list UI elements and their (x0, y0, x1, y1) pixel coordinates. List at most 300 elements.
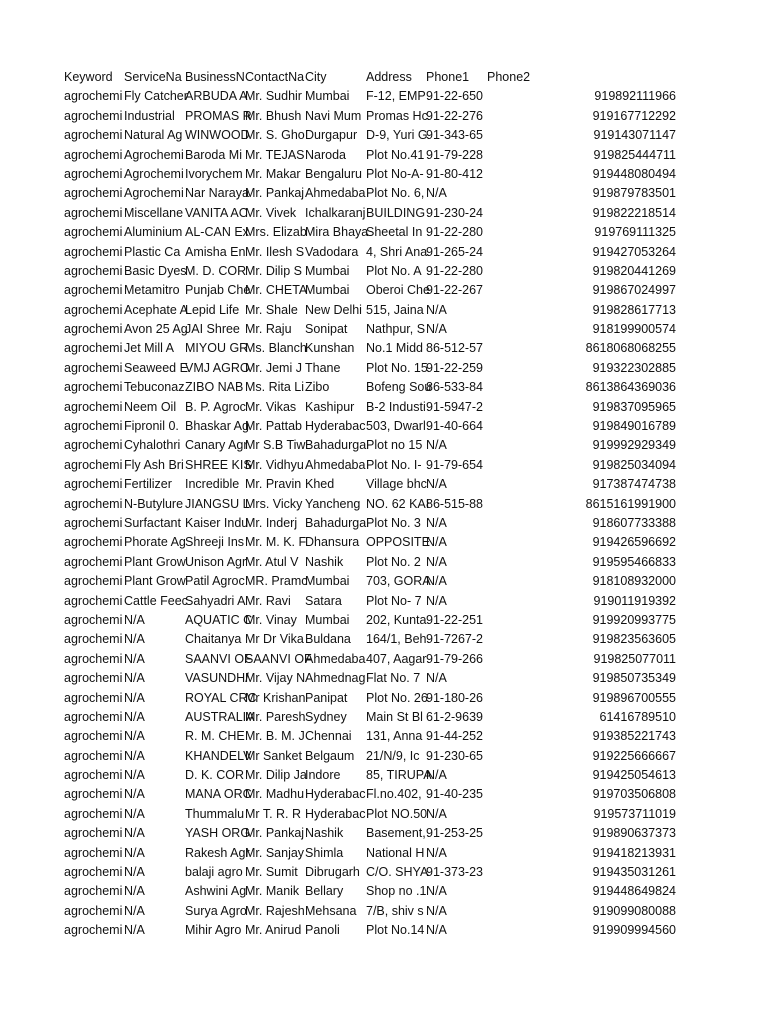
contact-name-cell: Mr. Dilip Ja (245, 768, 307, 783)
table-row (0, 630, 768, 649)
address-cell: 131, Anna (366, 729, 423, 744)
table-row (0, 398, 768, 417)
city-cell: Ahmednag (305, 671, 366, 686)
keyword-cell: agrochemi (64, 283, 123, 298)
mobile-cell: 919867024997 (592, 283, 676, 298)
contact-name-cell: Mr Sanket (245, 748, 302, 763)
mobile-cell: 919143071147 (593, 128, 676, 143)
table-row (0, 669, 768, 688)
city-cell: Naroda (305, 147, 346, 162)
business-name-cell: MANA ORC (185, 787, 252, 802)
table-row (0, 882, 768, 901)
mobile-cell: 919418213931 (592, 845, 676, 860)
address-cell: 21/N/9, Ic (366, 748, 420, 763)
contact-name-cell: Mr. Atul V (245, 554, 299, 569)
service-name-cell: N/A (124, 612, 145, 627)
service-name-cell: N/A (124, 709, 145, 724)
table-row (0, 514, 768, 533)
city-cell: Yancheng (305, 496, 361, 511)
keyword-cell: agrochemi (64, 244, 123, 259)
business-name-cell: Unison Agr (185, 554, 247, 569)
table-row (0, 146, 768, 165)
table-row (0, 417, 768, 436)
business-name-cell: AQUATIC C (185, 612, 253, 627)
city-cell: Ahmedaba (305, 186, 366, 201)
phone1-cell: N/A (426, 845, 447, 860)
business-name-cell: Ivorychem (185, 166, 243, 181)
city-cell: Mumbai (305, 574, 350, 589)
contact-name-cell: Mr. B. M. J (245, 729, 305, 744)
city-cell: Panoli (305, 923, 340, 938)
column-header: Phone2 (487, 70, 531, 84)
phone1-cell: N/A (426, 554, 447, 569)
business-name-cell: Ashwini Ag (185, 884, 247, 899)
city-cell: Khed (305, 477, 335, 492)
address-cell: C/O. SHYA (366, 865, 429, 880)
spreadsheet-table (0, 68, 768, 941)
service-name-cell: N/A (124, 923, 145, 938)
mobile-cell: 919879783501 (592, 186, 676, 201)
mobile-cell: 919099080088 (592, 903, 676, 918)
service-name-cell: Fipronil 0. (124, 419, 179, 434)
contact-name-cell: Mr. Rajesh (245, 903, 305, 918)
column-header: City (305, 70, 327, 84)
table-row (0, 339, 768, 358)
city-cell: Mehsana (305, 903, 357, 918)
contact-name-cell: Mr T. R. R (245, 806, 302, 821)
address-cell: Plot No. 6, (366, 186, 425, 201)
service-name-cell: N/A (124, 651, 145, 666)
contact-name-cell: Mr Dr Vika (245, 632, 304, 647)
contact-name-cell: MR. Pramc (245, 574, 308, 589)
keyword-cell: agrochemi (64, 923, 123, 938)
city-cell: Buldana (305, 632, 351, 647)
business-name-cell: YASH ORG (185, 826, 251, 841)
mobile-cell: 919823563605 (592, 632, 676, 647)
keyword-cell: agrochemi (64, 225, 123, 240)
mobile-cell: 919011919392 (593, 593, 676, 608)
contact-name-cell: Mr. Vinay (245, 612, 297, 627)
service-name-cell: Metamitro (124, 283, 180, 298)
address-cell: 503, Dwarl (366, 419, 426, 434)
contact-name-cell: Mrs. Elizab (245, 225, 307, 240)
business-name-cell: ROYAL CRC (185, 690, 257, 705)
keyword-cell: agrochemi (64, 593, 123, 608)
phone1-cell: 91-22-650 (426, 89, 483, 104)
table-row (0, 572, 768, 591)
mobile-cell: 919896700555 (592, 690, 676, 705)
business-name-cell: Baroda Mi (185, 147, 242, 162)
phone1-cell: 91-80-412 (426, 166, 483, 181)
city-cell: Zibo (305, 380, 330, 395)
table-row (0, 456, 768, 475)
table-row (0, 902, 768, 921)
mobile-cell: 919703506808 (592, 787, 676, 802)
service-name-cell: N/A (124, 884, 145, 899)
business-name-cell: ZIBO NAB (185, 380, 244, 395)
keyword-cell: agrochemi (64, 108, 123, 123)
mobile-cell: 918108932000 (592, 574, 676, 589)
contact-name-cell: Ms. Blanch (245, 341, 307, 356)
table-row (0, 747, 768, 766)
phone1-cell: 91-79-228 (426, 147, 483, 162)
contact-name-cell: Mr. TEJAS (245, 147, 305, 162)
service-name-cell: N/A (124, 845, 145, 860)
mobile-cell: 8613864369036 (585, 380, 676, 395)
service-name-cell: Tebuconaz (124, 380, 185, 395)
contact-name-cell: SAANVI OF (245, 651, 312, 666)
phone1-cell: N/A (426, 302, 447, 317)
keyword-cell: agrochemi (64, 128, 123, 143)
address-cell: Plot No. A (366, 263, 422, 278)
address-cell: 85, TIRUPA (366, 768, 432, 783)
table-row (0, 184, 768, 203)
address-cell: Nathpur, S (366, 322, 426, 337)
phone1-cell: N/A (426, 477, 447, 492)
phone1-cell: 91-7267-2 (426, 632, 483, 647)
keyword-cell: agrochemi (64, 477, 123, 492)
mobile-cell: 919825077011 (593, 651, 676, 666)
service-name-cell: Plant Grow (124, 554, 186, 569)
address-cell: Village bhc (366, 477, 427, 492)
keyword-cell: agrochemi (64, 457, 123, 472)
phone1-cell: N/A (426, 923, 447, 938)
column-header: Phone1 (426, 70, 470, 84)
address-cell: 7/B, shiv s (366, 903, 424, 918)
city-cell: Sonipat (305, 322, 348, 337)
keyword-cell: agrochemi (64, 690, 123, 705)
contact-name-cell: Ms. Rita Li (245, 380, 305, 395)
table-row (0, 301, 768, 320)
business-name-cell: JAI Shree (185, 322, 240, 337)
mobile-cell: 919992929349 (592, 438, 676, 453)
mobile-cell: 919167712292 (592, 108, 676, 123)
phone1-cell: N/A (426, 438, 447, 453)
business-name-cell: AL-CAN Ex (185, 225, 249, 240)
contact-name-cell: Mr. Vijay N (245, 671, 306, 686)
address-cell: OPPOSITE (366, 535, 430, 550)
business-name-cell: balaji agro (185, 865, 243, 880)
service-name-cell: N/A (124, 690, 145, 705)
business-name-cell: VASUNDH/ (185, 671, 249, 686)
table-row (0, 553, 768, 572)
keyword-cell: agrochemi (64, 166, 123, 181)
city-cell: Mumbai (305, 612, 350, 627)
keyword-cell: agrochemi (64, 748, 123, 763)
business-name-cell: Sahyadri A (185, 593, 246, 608)
keyword-cell: agrochemi (64, 651, 123, 666)
city-cell: Bellary (305, 884, 344, 899)
keyword-cell: agrochemi (64, 186, 123, 201)
city-cell: Chennai (305, 729, 352, 744)
contact-name-cell: Mr. S. Gho (245, 128, 305, 143)
keyword-cell: agrochemi (64, 806, 123, 821)
phone1-cell: 91-22-276 (426, 108, 483, 123)
table-row (0, 727, 768, 746)
contact-name-cell: Mr. Pankaj (245, 186, 305, 201)
address-cell: 202, Kunta (366, 612, 427, 627)
service-name-cell: Avon 25 Ag (124, 322, 188, 337)
keyword-cell: agrochemi (64, 845, 123, 860)
mobile-cell: 919828617713 (592, 302, 676, 317)
service-name-cell: Jet Mill A (124, 341, 175, 356)
service-name-cell: Fly Catcher (124, 89, 188, 104)
business-name-cell: Incredible (185, 477, 240, 492)
keyword-cell: agrochemi (64, 709, 123, 724)
keyword-cell: agrochemi (64, 826, 123, 841)
table-row (0, 262, 768, 281)
address-cell: 703, GORA (366, 574, 431, 589)
address-cell: Plot No.14 (366, 923, 425, 938)
mobile-cell: 919849016789 (592, 419, 676, 434)
phone1-cell: 91-22-280 (426, 225, 483, 240)
phone1-cell: 91-343-65 (426, 128, 483, 143)
business-name-cell: M. D. COR (185, 263, 247, 278)
city-cell: Dibrugarh (305, 865, 360, 880)
address-cell: Plot No. 3 (366, 515, 421, 530)
business-name-cell: VANITA AC (185, 205, 248, 220)
keyword-cell: agrochemi (64, 263, 123, 278)
table-row (0, 766, 768, 785)
address-cell: F-12, EMP (366, 89, 426, 104)
table-row (0, 650, 768, 669)
mobile-cell: 919435031261 (592, 865, 676, 880)
contact-name-cell: Mr. Sanjay (245, 845, 305, 860)
mobile-cell: 919850735349 (592, 671, 676, 686)
keyword-cell: agrochemi (64, 729, 123, 744)
service-name-cell: Phorate Ag (124, 535, 186, 550)
table-row (0, 204, 768, 223)
city-cell: Hyderabac (305, 419, 366, 434)
business-name-cell: JIANGSU L (185, 496, 250, 511)
address-cell: Plot no 15 (366, 438, 423, 453)
table-row (0, 533, 768, 552)
address-cell: Sheetal In (366, 225, 423, 240)
city-cell: Bahadurga (305, 438, 367, 453)
mobile-cell: 919920993775 (592, 612, 676, 627)
city-cell: Dhansura (305, 535, 360, 550)
service-name-cell: Acephate A (124, 302, 188, 317)
address-cell: Plot NO.50 (366, 806, 428, 821)
city-cell: Vadodara (305, 244, 359, 259)
keyword-cell: agrochemi (64, 632, 123, 647)
business-name-cell: Nar Naraya (185, 186, 249, 201)
address-cell: 4, Shri Ana (366, 244, 428, 259)
phone1-cell: N/A (426, 593, 447, 608)
contact-name-cell: Mr. CHETA (245, 283, 308, 298)
phone1-cell: 91-79-654 (426, 457, 483, 472)
mobile-cell: 919448080494 (592, 166, 676, 181)
phone1-cell: 86-533-84 (426, 380, 483, 395)
contact-name-cell: Mr. Shale (245, 302, 298, 317)
keyword-cell: agrochemi (64, 341, 123, 356)
contact-name-cell: Mr. Ravi (245, 593, 291, 608)
city-cell: Navi Mum (305, 108, 362, 123)
mobile-cell: 918199900574 (592, 322, 676, 337)
table-row (0, 495, 768, 514)
mobile-cell: 919448649824 (592, 884, 676, 899)
table-row (0, 378, 768, 397)
service-name-cell: Agrochemi (124, 166, 184, 181)
service-name-cell: Seaweed E (124, 360, 188, 375)
mobile-cell: 919427053264 (592, 244, 676, 259)
table-row (0, 436, 768, 455)
phone1-cell: 91-5947-2 (426, 399, 483, 414)
city-cell: Kunshan (305, 341, 355, 356)
contact-name-cell: Mr. Manik (245, 884, 300, 899)
mobile-cell: 919426596692 (592, 535, 676, 550)
address-cell: NO. 62 KAI (366, 496, 430, 511)
mobile-cell: 919425054613 (592, 768, 676, 783)
table-row (0, 592, 768, 611)
contact-name-cell: Mr. Ilesh S (245, 244, 305, 259)
service-name-cell: Miscellane (124, 205, 184, 220)
business-name-cell: SHREE KIS (185, 457, 252, 472)
phone1-cell: 86-515-88 (426, 496, 483, 511)
phone1-cell: 91-79-266 (426, 651, 483, 666)
keyword-cell: agrochemi (64, 554, 123, 569)
phone1-cell: 91-265-24 (426, 244, 483, 259)
keyword-cell: agrochemi (64, 612, 123, 627)
city-cell: Belgaum (305, 748, 355, 763)
contact-name-cell: Mr Krishan (245, 690, 306, 705)
service-name-cell: Surfactant (124, 515, 181, 530)
column-header: ContactNa (245, 70, 305, 84)
phone1-cell: N/A (426, 903, 447, 918)
mobile-cell: 919385221743 (592, 729, 676, 744)
city-cell: Mumbai (305, 263, 350, 278)
keyword-cell: agrochemi (64, 438, 123, 453)
service-name-cell: N/A (124, 748, 145, 763)
address-cell: Plot No- 7 (366, 593, 422, 608)
business-name-cell: Punjab Che (185, 283, 251, 298)
keyword-cell: agrochemi (64, 515, 123, 530)
service-name-cell: Plant Grow (124, 574, 186, 589)
contact-name-cell: Mr. Pattab (245, 419, 302, 434)
address-cell: 515, Jaina (366, 302, 424, 317)
contact-name-cell: Mr. M. K. F (245, 535, 307, 550)
city-cell: Bengaluru (305, 166, 362, 181)
address-cell: Plot No.41 (366, 147, 425, 162)
phone1-cell: N/A (426, 884, 447, 899)
business-name-cell: AUSTRALIA (185, 709, 255, 724)
phone1-cell: N/A (426, 768, 447, 783)
business-name-cell: ARBUDA A (185, 89, 248, 104)
service-name-cell: Natural Ag (124, 128, 183, 143)
address-cell: Plot No. I- (366, 457, 422, 472)
phone1-cell: 91-230-24 (426, 205, 483, 220)
phone1-cell: N/A (426, 186, 447, 201)
keyword-cell: agrochemi (64, 89, 123, 104)
phone1-cell: 91-22-267 (426, 283, 483, 298)
contact-name-cell: Mr. Dilip S (245, 263, 302, 278)
address-cell: Flat No. 7 (366, 671, 421, 686)
table-row (0, 689, 768, 708)
phone1-cell: 91-230-65 (426, 748, 483, 763)
business-name-cell: R. M. CHE (185, 729, 245, 744)
keyword-cell: agrochemi (64, 496, 123, 511)
city-cell: Kashipur (305, 399, 355, 414)
contact-name-cell: Mr. Sumit (245, 865, 298, 880)
business-name-cell: VMJ AGRO (185, 360, 250, 375)
service-name-cell: Agrochemi (124, 186, 184, 201)
mobile-cell: 8618068068255 (585, 341, 676, 356)
table-row (0, 863, 768, 882)
business-name-cell: Chaitanya (185, 632, 242, 647)
table-row (0, 921, 768, 940)
city-cell: Sydney (305, 709, 347, 724)
column-header: Address (366, 70, 412, 84)
mobile-cell: 919892111966 (594, 89, 676, 104)
phone1-cell: N/A (426, 322, 447, 337)
keyword-cell: agrochemi (64, 322, 123, 337)
service-name-cell: N/A (124, 903, 145, 918)
header-row (0, 68, 768, 87)
contact-name-cell: Mr. Jemi J (245, 360, 302, 375)
address-cell: Plot No. 15 (366, 360, 428, 375)
address-cell: Plot No. 26 (366, 690, 428, 705)
address-cell: Main St Bl (366, 709, 423, 724)
city-cell: Mumbai (305, 89, 350, 104)
address-cell: No.1 Midd (366, 341, 423, 356)
address-cell: Bofeng Sou (366, 380, 432, 395)
contact-name-cell: Mr. Vidhyu (245, 457, 304, 472)
mobile-cell: 919820441269 (592, 263, 676, 278)
table-row (0, 611, 768, 630)
table-row (0, 708, 768, 727)
service-name-cell: Fly Ash Bri (124, 457, 184, 472)
address-cell: Shop no .1 (366, 884, 427, 899)
service-name-cell: Aluminium (124, 225, 183, 240)
contact-name-cell: Mr. Vivek (245, 205, 297, 220)
business-name-cell: D. K. COR (185, 768, 245, 783)
city-cell: Ahmedaba (305, 651, 366, 666)
service-name-cell: Fertilizer (124, 477, 172, 492)
phone1-cell: 61-2-9639 (426, 709, 483, 724)
contact-name-cell: Mr. Pankaj (245, 826, 305, 841)
mobile-cell: 917387474738 (592, 477, 676, 492)
phone1-cell: N/A (426, 671, 447, 686)
contact-name-cell: Mr. Vikas (245, 399, 297, 414)
address-cell: B-2 Industi (366, 399, 426, 414)
contact-name-cell: Mr. Sudhir (245, 89, 302, 104)
phone1-cell: 91-373-23 (426, 865, 483, 880)
business-name-cell: Mihir Agro (185, 923, 242, 938)
column-header: Keyword (64, 70, 113, 84)
mobile-cell: 919573711019 (593, 806, 676, 821)
service-name-cell: N/A (124, 729, 145, 744)
service-name-cell: N/A (124, 865, 145, 880)
business-name-cell: SAANVI OF (185, 651, 252, 666)
phone1-cell: 86-512-57 (426, 341, 483, 356)
address-cell: Oberoi Che (366, 283, 430, 298)
address-cell: Plot No. 2 (366, 554, 421, 569)
business-name-cell: B. P. Agroc (185, 399, 246, 414)
keyword-cell: agrochemi (64, 419, 123, 434)
address-cell: Promas Hc (366, 108, 428, 123)
service-name-cell: Industrial (124, 108, 175, 123)
phone1-cell: 91-40-235 (426, 787, 483, 802)
keyword-cell: agrochemi (64, 147, 123, 162)
city-cell: Hyderabac (305, 787, 366, 802)
service-name-cell: Basic Dyes (124, 263, 187, 278)
mobile-cell: 919225666667 (592, 748, 676, 763)
keyword-cell: agrochemi (64, 535, 123, 550)
contact-name-cell: Mr. Bhush (245, 108, 302, 123)
address-cell: 164/1, Beh (366, 632, 427, 647)
service-name-cell: Cattle Feec (124, 593, 188, 608)
city-cell: Mumbai (305, 283, 350, 298)
